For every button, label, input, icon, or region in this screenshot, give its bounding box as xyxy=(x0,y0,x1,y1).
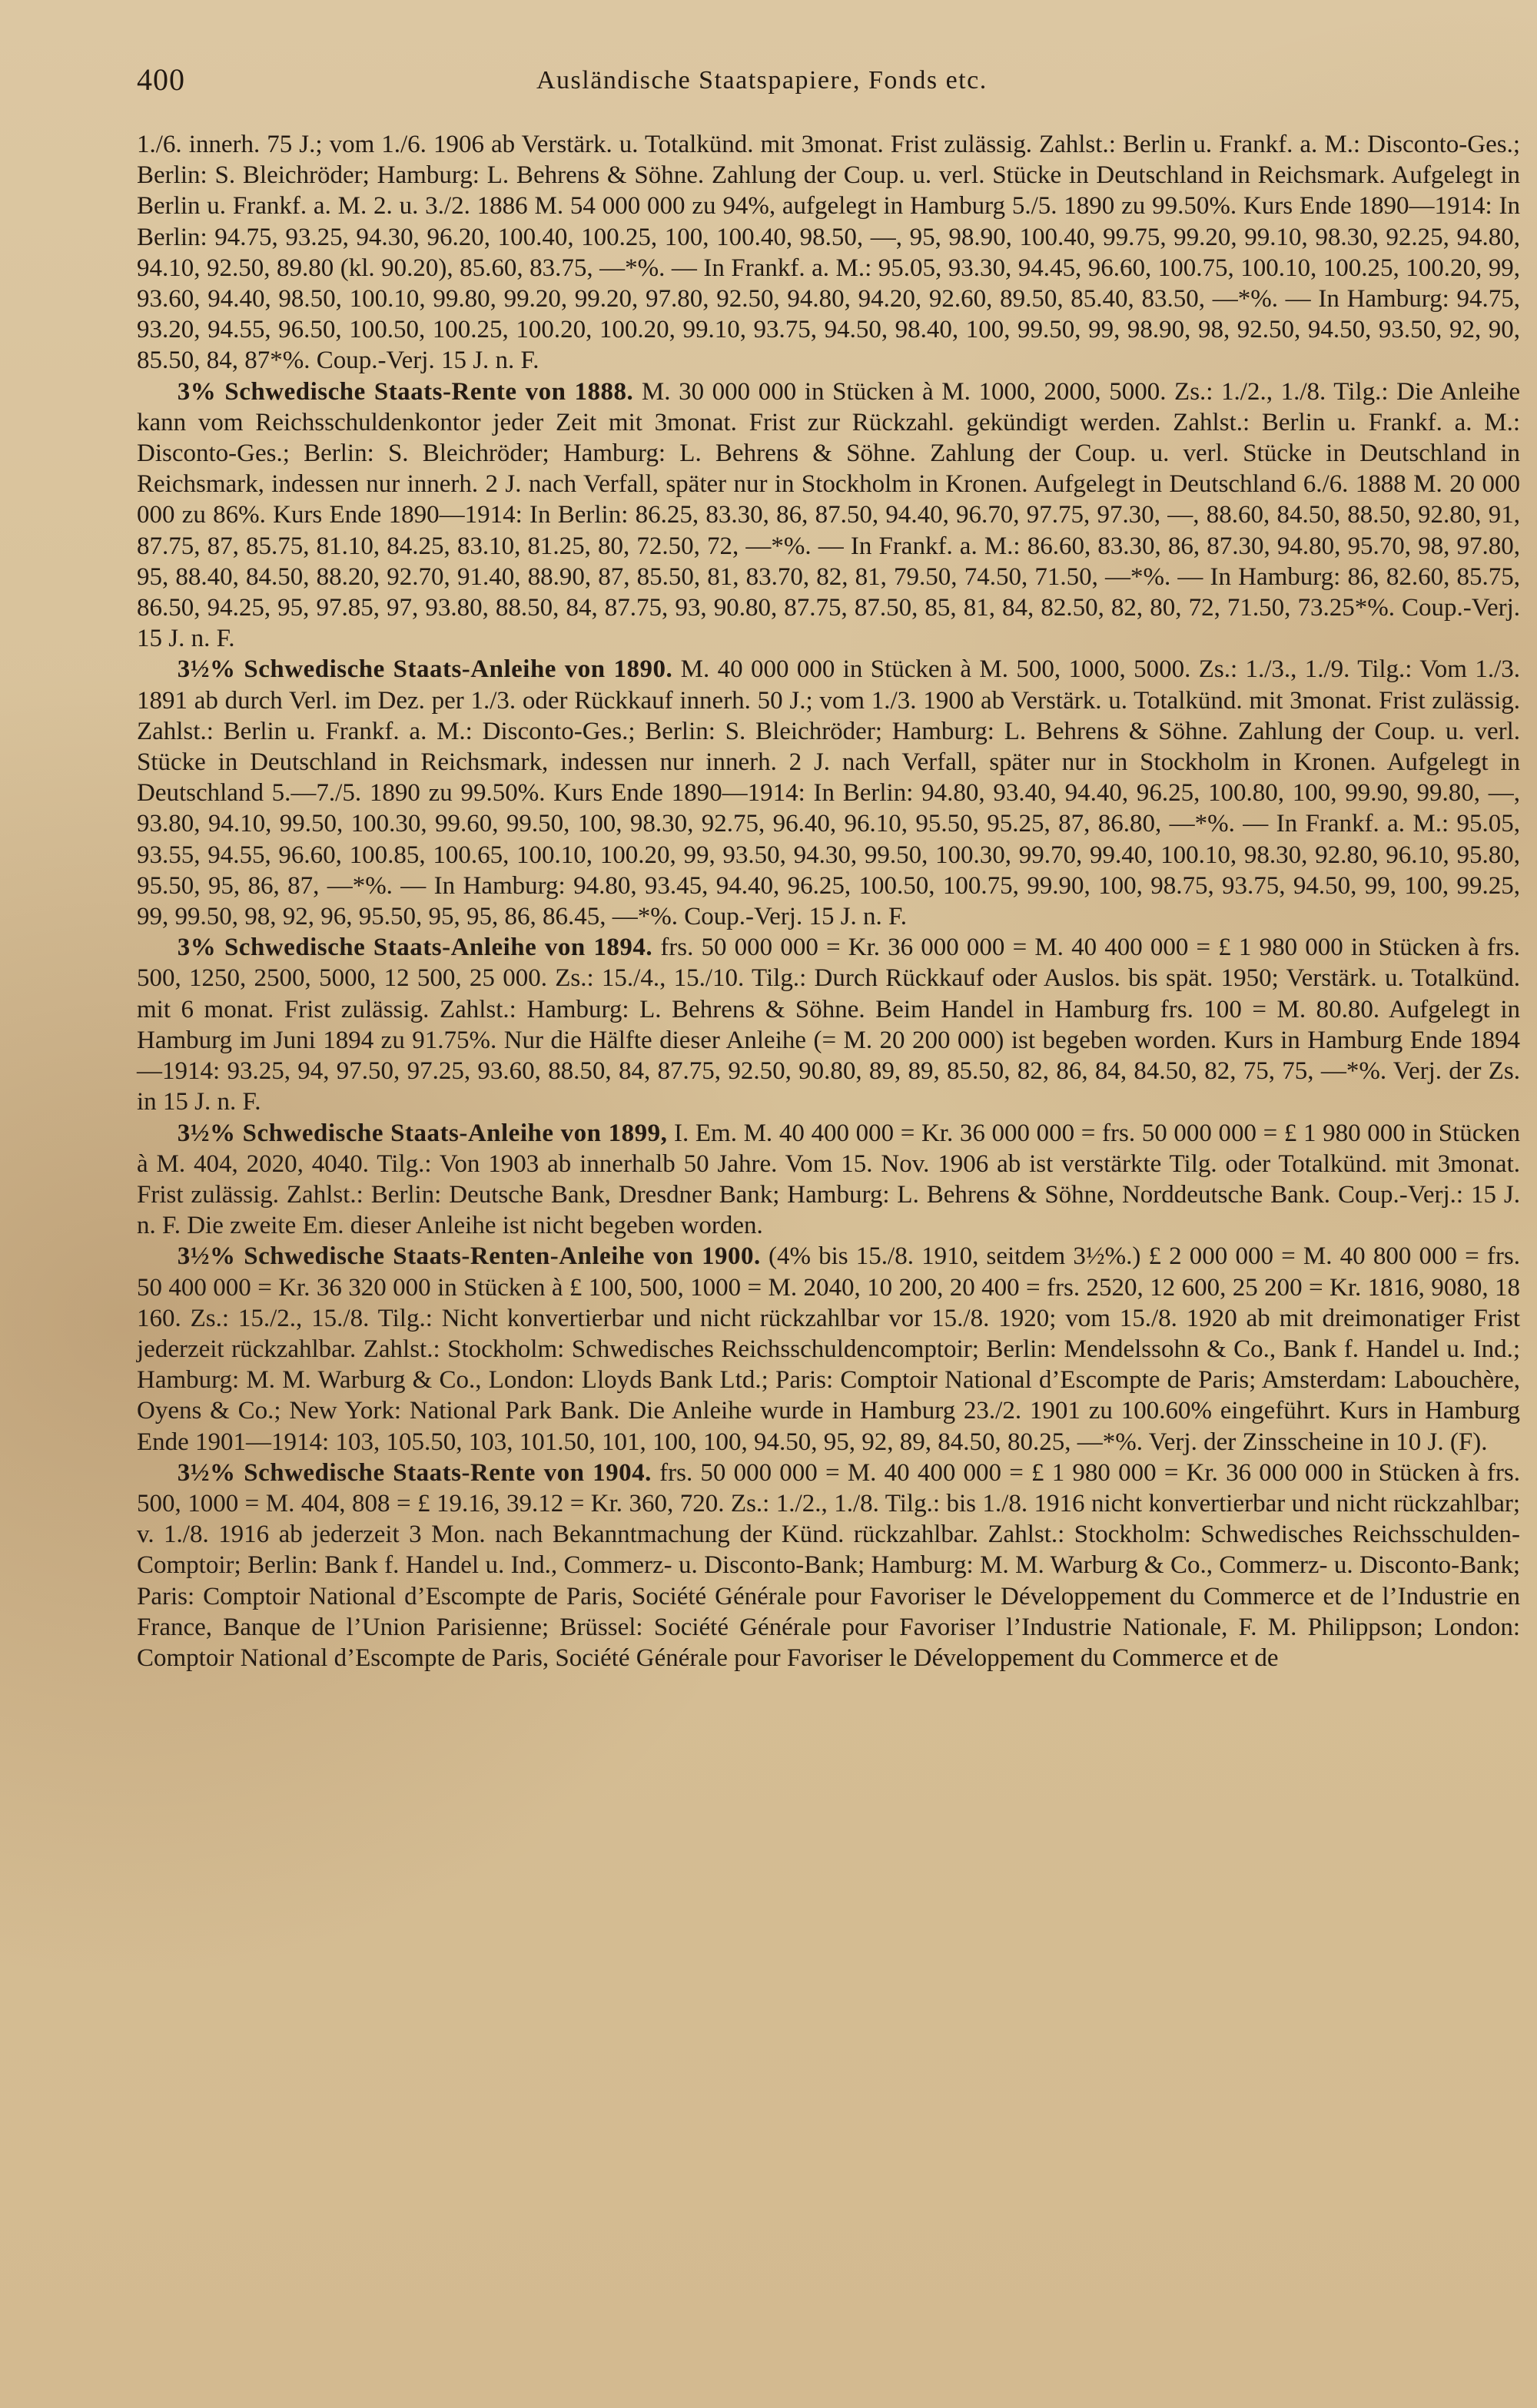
entry-staats-rente-1904 xyxy=(137,1458,1520,1673)
entry-staats-anleihe-1894 xyxy=(137,932,1520,1117)
paragraph-text: 1./6. innerh. 75 J.; vom 1./6. 1906 ab Verstärk. u. Totalkünd. mit 3monat. Frist zulässig. Zahlst.: Berlin u. Frankf. a. M.: Disconto-Ges.; Berlin: S. Bleichröder; Hamburg: L. Behrens & Söhne. Zahlung der Coup. u. verl. Stücke in Deutschland in Reichsmark. Aufgelegt in Berlin u. Frankf. a. M. 2. u. 3./2. 1886 M. 54 000 000 zu 94%, aufgelegt in Hamburg 5./5. 1890 zu 99.50%. Kurs Ende 1890—1914: In Berlin: 94.75, 93.25, 94.30, 96.20, 100.40, 100.25, 100, 100.40, 98.50, —, 95, 98.90, 100.40, 99.75, 99.20, 99.10, 98.30, 92.25, 94.80, 94.10, 92.50, 89.80 (kl. 90.20), 85.60, 83.75, —*%. — In Frankf. a. M.: 95.05, 93.30, 94.45, 96.60, 100.75, 100.10, 100.25, 100.20, 99, 93.60, 94.40, 98.50, 100.10, 99.80, 99.20, 99.20, 97.80, 92.50, 94.80, 94.20, 92.60, 89.50, 85.40, 83.50, —*%. — In Hamburg: 94.75, 93.20, 94.55, 96.50, 100.50, 100.25, 100.20, 100.20, 99.10, 93.75, 94.50, 98.40, 100, 99.50, 99, 98.90, 98, 92.50, 94.50, 93.50, 92, 90, 85.50, 84, 87*%. Coup.-Verj. 15 J. n. F. xyxy=(137,131,1520,375)
entry-staats-anleihe-1899 xyxy=(137,1118,1520,1242)
entry-text: frs. 50 000 000 = Kr. 36 000 000 = M. 40 400 000 = £ 1 980 000 in Stücken à frs. 500, 1250, 2500, 5000, 12 500, 25 000. Zs.: 15./4., 15./10. Tilg.: Durch Rückkauf oder Auslos. bis spät. 1950; Verstärk. u. Totalkünd. mit 6 monat. Frist zulässig. Zahlst.: Hamburg: L. Behrens & Söhne. Beim Handel in Hamburg frs. 100 = M. 80.80. Aufgelegt in Hamburg im Juni 1894 zu 91.75%. Nur die Hälfte dieser Anleihe (= M. 20 200 000) ist begeben worden. Kurs in Hamburg Ende 1894—1914: 93.25, 94, 97.50, 97.25, 93.60, 88.50, 84, 87.75, 92.50, 90.80, 89, 89, 85.50, 82, 86, 84, 84.50, 82, 75, 75, —*%. Verj. der Zs. in 15 J. n. F. xyxy=(137,934,1520,1116)
entry-title: 3½% Schwedische Staats-Rente von 1904. xyxy=(177,1458,652,1487)
page-number: 400 xyxy=(137,62,185,97)
entry-title: 3½% Schwedische Staats-Anleihe von 1890. xyxy=(177,655,673,684)
paragraph-continued xyxy=(137,129,1520,376)
page-body xyxy=(137,129,1520,1673)
entry-title: 3% Schwedische Staats-Anleihe von 1894. xyxy=(177,934,653,962)
entry-staats-rente-1888 xyxy=(137,376,1520,655)
entry-text: I. Em. M. 40 400 000 = Kr. 36 000 000 = frs. 50 000 000 = £ 1 980 000 in Stücken à M. 404, 2020, 4040. Tilg.: Von 1903 ab innerhalb 50 Jahre. Vom 15. Nov. 1906 ab ist verstärkte Tilg. oder Totalkünd. mit 3monat. Frist zulässig. Zahlst.: Berlin: Deutsche Bank, Dresdner Bank; Hamburg: L. Behrens & Söhne, Norddeutsche Bank. Coup.-Verj.: 15 J. n. F. Die zweite Em. dieser Anleihe ist nicht begeben worden. xyxy=(137,1119,1521,1240)
entry-text: M. 40 000 000 in Stücken à M. 500, 1000, 5000. Zs.: 1./3., 1./9. Tilg.: Vom 1./3. 1891 ab durch Verl. im Dez. per 1./3. oder Rückkauf innerh. 50 J.; vom 1./3. 1900 ab Verstärk. u. Totalkünd. mit 3monat. Frist zulässig. Zahlst.: Berlin u. Frankf. a. M.: Disconto-Ges.; Berlin: S. Bleichröder; Hamburg: L. Behrens & Söhne. Zahlung der Coup. u. verl. Stücke in Deutschland in Reichsmark, indessen nur innerh. 2 J. nach Verfall, später nur in Stockholm in Kronen. Aufgelegt in Deutschland 5.—7./5. 1890 zu 99.50%. Kurs Ende 1890—1914: In Berlin: 94.80, 93.40, 94.40, 96.25, 100.80, 100, 99.90, 99.80, —, 93.80, 94.10, 99.50, 100.30, 99.60, 99.50, 100, 98.30, 92.75, 96.40, 96.10, 95.50, 95.25, 87, 86.80, —*%. — In Frankf. a. M.: 95.05, 93.55, 94.55, 96.60, 100.85, 100.65, 100.10, 100.20, 99, 93.50, 94.30, 99.50, 100.30, 99.70, 99.40, 100.10, 98.30, 92.80, 96.10, 95.80, 95.50, 95, 86, 87, —*%. — In Hamburg: 94.80, 93.45, 94.40, 96.25, 100.50, 100.75, 99.90, 100, 98.75, 93.75, 94.50, 99, 100, 99.25, 99, 99.50, 98, 92, 96, 95.50, 95, 95, 86, 86.45, —*%. Coup.-Verj. 15 J. n. F. xyxy=(137,655,1520,931)
entry-title: 3½% Schwedische Staats-Renten-Anleihe von 1900. xyxy=(177,1242,761,1271)
entry-text: (4% bis 15./8. 1910, seitdem 3½%.) £ 2 000 000 = M. 40 800 000 = frs. 50 400 000 = Kr. 36 320 000 in Stücken à £ 100, 500, 1000 = M. 2040, 10 200, 20 400 = frs. 2520, 12 600, 25 200 = Kr. 1816, 9080, 18 160. Zs.: 15./2., 15./8. Tilg.: Nicht konvertierbar und nicht rückzahlbar vor 15./8. 1920; vom 15./8. 1920 ab mit dreimonatiger Frist jederzeit rückzahlbar. Zahlst.: Stockholm: Schwedisches Reichsschuldencomptoir; Berlin: Mendelssohn & Co., Bank f. Handel u. Ind.; Hamburg: M. M. Warburg & Co., London: Lloyds Bank Ltd.; Paris: Comptoir National d’Escompte de Paris; Amsterdam: Labouchère, Oyens & Co.; New York: National Park Bank. Die Anleihe wurde in Hamburg 23./2. 1901 zu 100.60% eingeführt. Kurs in Hamburg Ende 1901—1914: 103, 105.50, 103, 101.50, 101, 100, 100, 94.50, 95, 92, 89, 84.50, 80.25, —*%. Verj. der Zinsscheine in 10 J. (F). xyxy=(137,1242,1520,1456)
entry-title: 3% Schwedische Staats-Rente von 1888. xyxy=(177,377,634,406)
book-page xyxy=(137,61,1520,1673)
running-title: Ausländische Staatspapiere, Fonds etc. xyxy=(536,66,988,95)
entry-staats-anleihe-1890 xyxy=(137,654,1520,932)
entry-text: M. 30 000 000 in Stücken à M. 1000, 2000, 5000. Zs.: 1./2., 1./8. Tilg.: Die Anleihe kann vom Reichsschuldenkontor jeder Zeit mit 3monat. Frist zur Rückzahl. gekündigt werden. Zahlst.: Berlin u. Frankf. a. M.: Disconto-Ges.; Berlin: S. Bleichröder; Hamburg: L. Behrens & Söhne. Zahlung der Coup. u. verl. Stücke in Deutschland in Reichsmark, indessen nur innerh. 2 J. nach Verfall, später nur in Stockholm in Kronen. Aufgelegt in Deutschland 6./6. 1888 M. 20 000 000 zu 86%. Kurs Ende 1890—1914: In Berlin: 86.25, 83.30, 86, 87.50, 94.40, 96.70, 97.75, 97.30, —, 88.60, 84.50, 88.50, 92.80, 91, 87.75, 87, 85.75, 81.10, 84.25, 83.10, 81.25, 80, 72.50, 72, —*%. — In Frankf. a. M.: 86.60, 83.30, 86, 87.30, 94.80, 95.70, 98, 97.80, 95, 88.40, 84.50, 88.20, 92.70, 91.40, 88.90, 87, 85.50, 81, 83.70, 82, 81, 79.50, 74.50, 71.50, —*%. — In Hamburg: 86, 82.60, 85.75, 86.50, 94.25, 95, 97.85, 97, 93.80, 88.50, 84, 87.75, 93, 90.80, 87.75, 87.50, 85, 81, 84, 82.50, 82, 80, 72, 71.50, 73.25*%. Coup.-Verj. 15 J. n. F. xyxy=(137,377,1520,653)
entry-title: 3½% Schwedische Staats-Anleihe von 1899, xyxy=(177,1119,668,1147)
entry-text: frs. 50 000 000 = M. 40 400 000 = £ 1 980 000 = Kr. 36 000 000 in Stücken à frs. 500, 1000 = M. 404, 808 = £ 19.16, 39.12 = Kr. 360, 720. Zs.: 1./2., 1./8. Tilg.: bis 1./8. 1916 nicht konvertierbar und nicht rückzahlbar; v. 1./8. 1916 ab jederzeit 3 Mon. nach Bekanntmachung der Künd. rückzahlbar. Zahlst.: Stockholm: Schwedisches Reichsschulden-Comptoir; Berlin: Bank f. Handel u. Ind., Commerz- u. Disconto-Bank; Hamburg: M. M. Warburg & Co., Commerz- u. Disconto-Bank; Paris: Comptoir National d’Escompte de Paris, Société Générale pour Favoriser le Développement du Commerce et de l’Industrie en France, Banque de l’Union Parisienne; Brüssel: Société Générale pour Favoriser l’Industrie Nationale, F. M. Philippson; London: Comptoir National d’Escompte de Paris, Société Générale pour Favoriser le Développement du Commerce et de xyxy=(137,1458,1521,1672)
page-header xyxy=(137,61,1520,123)
entry-staats-renten-anleihe-1900 xyxy=(137,1241,1520,1457)
